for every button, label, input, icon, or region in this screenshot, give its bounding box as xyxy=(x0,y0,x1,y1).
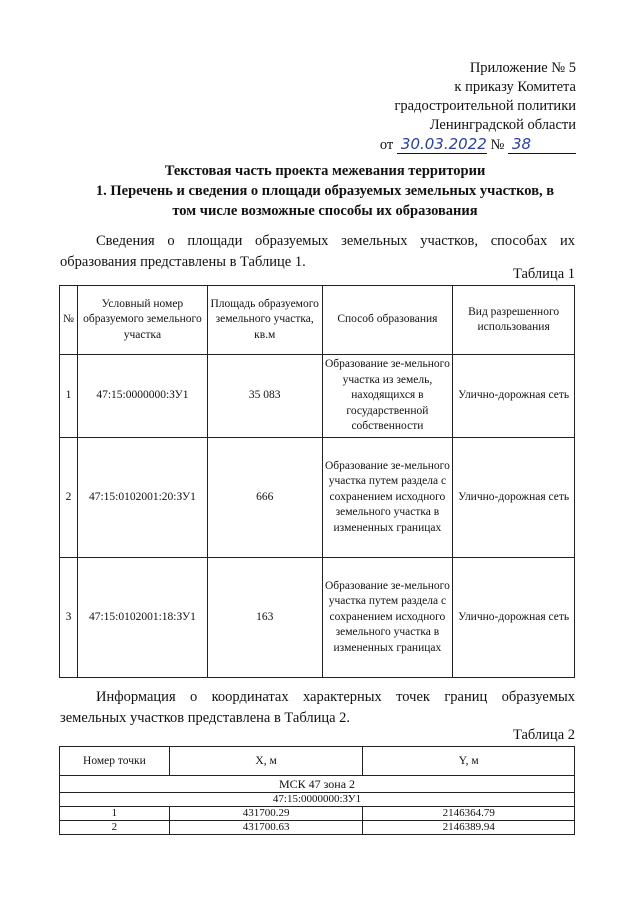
heading-line-1: Текстовая часть проекта межевания территории xyxy=(164,163,486,179)
cell-method: Образование зе-мельного участка путем раздела с сохранением исходного земельного участка в измененных границах xyxy=(322,558,453,678)
cell-use: Улично-дорожная сеть xyxy=(453,438,575,558)
parcels-table xyxy=(59,285,575,678)
cell-y: 2146389.94 xyxy=(363,821,575,835)
col-header-number: № xyxy=(60,286,78,355)
cell-area: 666 xyxy=(207,438,322,558)
handwritten-date: 30.03.2022 xyxy=(397,135,487,154)
zone-row xyxy=(60,776,575,793)
col-header-method: Способ образования xyxy=(322,286,453,355)
appendix-order: к приказу Комитета xyxy=(454,79,576,95)
cell-point: 1 xyxy=(60,807,170,821)
cell-method: Образование зе-мельного участка из земель, находящихся в государственной собственности xyxy=(322,355,453,438)
table-row xyxy=(60,821,575,835)
cell-parcel: 47:15:0000000:ЗУ1 xyxy=(60,793,575,807)
col-header-area: Площадь образуемого земельного участка, кв.м xyxy=(207,286,322,355)
table-row xyxy=(60,558,575,678)
table1-caption: Таблица 1 xyxy=(512,266,575,282)
appendix-number: Приложение № 5 xyxy=(469,60,576,76)
cell-x: 431700.29 xyxy=(169,807,363,821)
cell-use: Улично-дорожная сеть xyxy=(453,558,575,678)
col-header-point: Номер точки xyxy=(60,747,170,776)
table-header-row xyxy=(60,286,575,355)
cell-zone: МСК 47 зона 2 xyxy=(60,776,575,793)
cell-point: 2 xyxy=(60,821,170,835)
table-row xyxy=(60,355,575,438)
col-header-parcel-id: Условный номер образуемого земельного участка xyxy=(77,286,207,355)
coordinates-table xyxy=(59,746,575,835)
cell-method: Образование зе-мельного участка путем раздела с сохранением исходного земельного участка в измененных границах xyxy=(322,438,453,558)
appendix-block xyxy=(380,59,576,155)
cell-parcel-id: 47:15:0102001:20:ЗУ1 xyxy=(77,438,207,558)
cell-area: 163 xyxy=(207,558,322,678)
paragraph-table2-intro: Информация о координатах характерных точек границ образуемых земельных участков представлена в Таблица 2. xyxy=(60,689,575,726)
parcel-row xyxy=(60,793,575,807)
cell-number: 3 xyxy=(60,558,78,678)
heading-line-2: 1. Перечень и сведения о площади образуемых земельных участков, в xyxy=(95,183,555,199)
section-heading xyxy=(60,161,590,221)
table2-caption: Таблица 2 xyxy=(512,727,575,743)
cell-parcel-id: 47:15:0102001:18:ЗУ1 xyxy=(77,558,207,678)
appendix-region: Ленинградской области xyxy=(429,117,576,133)
appendix-committee: градостроительной политики xyxy=(394,98,576,114)
cell-use: Улично-дорожная сеть xyxy=(453,355,575,438)
paragraph-table1-intro: Сведения о площади образуемых земельных участков, способах их образования представлены в Таблице 1. xyxy=(60,233,575,270)
cell-parcel-id: 47:15:0000000:ЗУ1 xyxy=(77,355,207,438)
appendix-date-line xyxy=(380,135,576,155)
heading-line-3: том числе возможные способы их образования xyxy=(172,203,478,219)
table-row xyxy=(60,438,575,558)
handwritten-number: 38 xyxy=(508,135,576,154)
col-header-use: Вид разрешенного использования xyxy=(453,286,575,355)
number-label: № xyxy=(490,137,505,153)
cell-area: 35 083 xyxy=(207,355,322,438)
col-header-x: X, м xyxy=(169,747,363,776)
table-header-row xyxy=(60,747,575,776)
cell-number: 2 xyxy=(60,438,78,558)
table-row xyxy=(60,807,575,821)
col-header-y: Y, м xyxy=(363,747,575,776)
cell-x: 431700.63 xyxy=(169,821,363,835)
cell-y: 2146364.79 xyxy=(363,807,575,821)
from-label: от xyxy=(379,137,394,153)
cell-number: 1 xyxy=(60,355,78,438)
